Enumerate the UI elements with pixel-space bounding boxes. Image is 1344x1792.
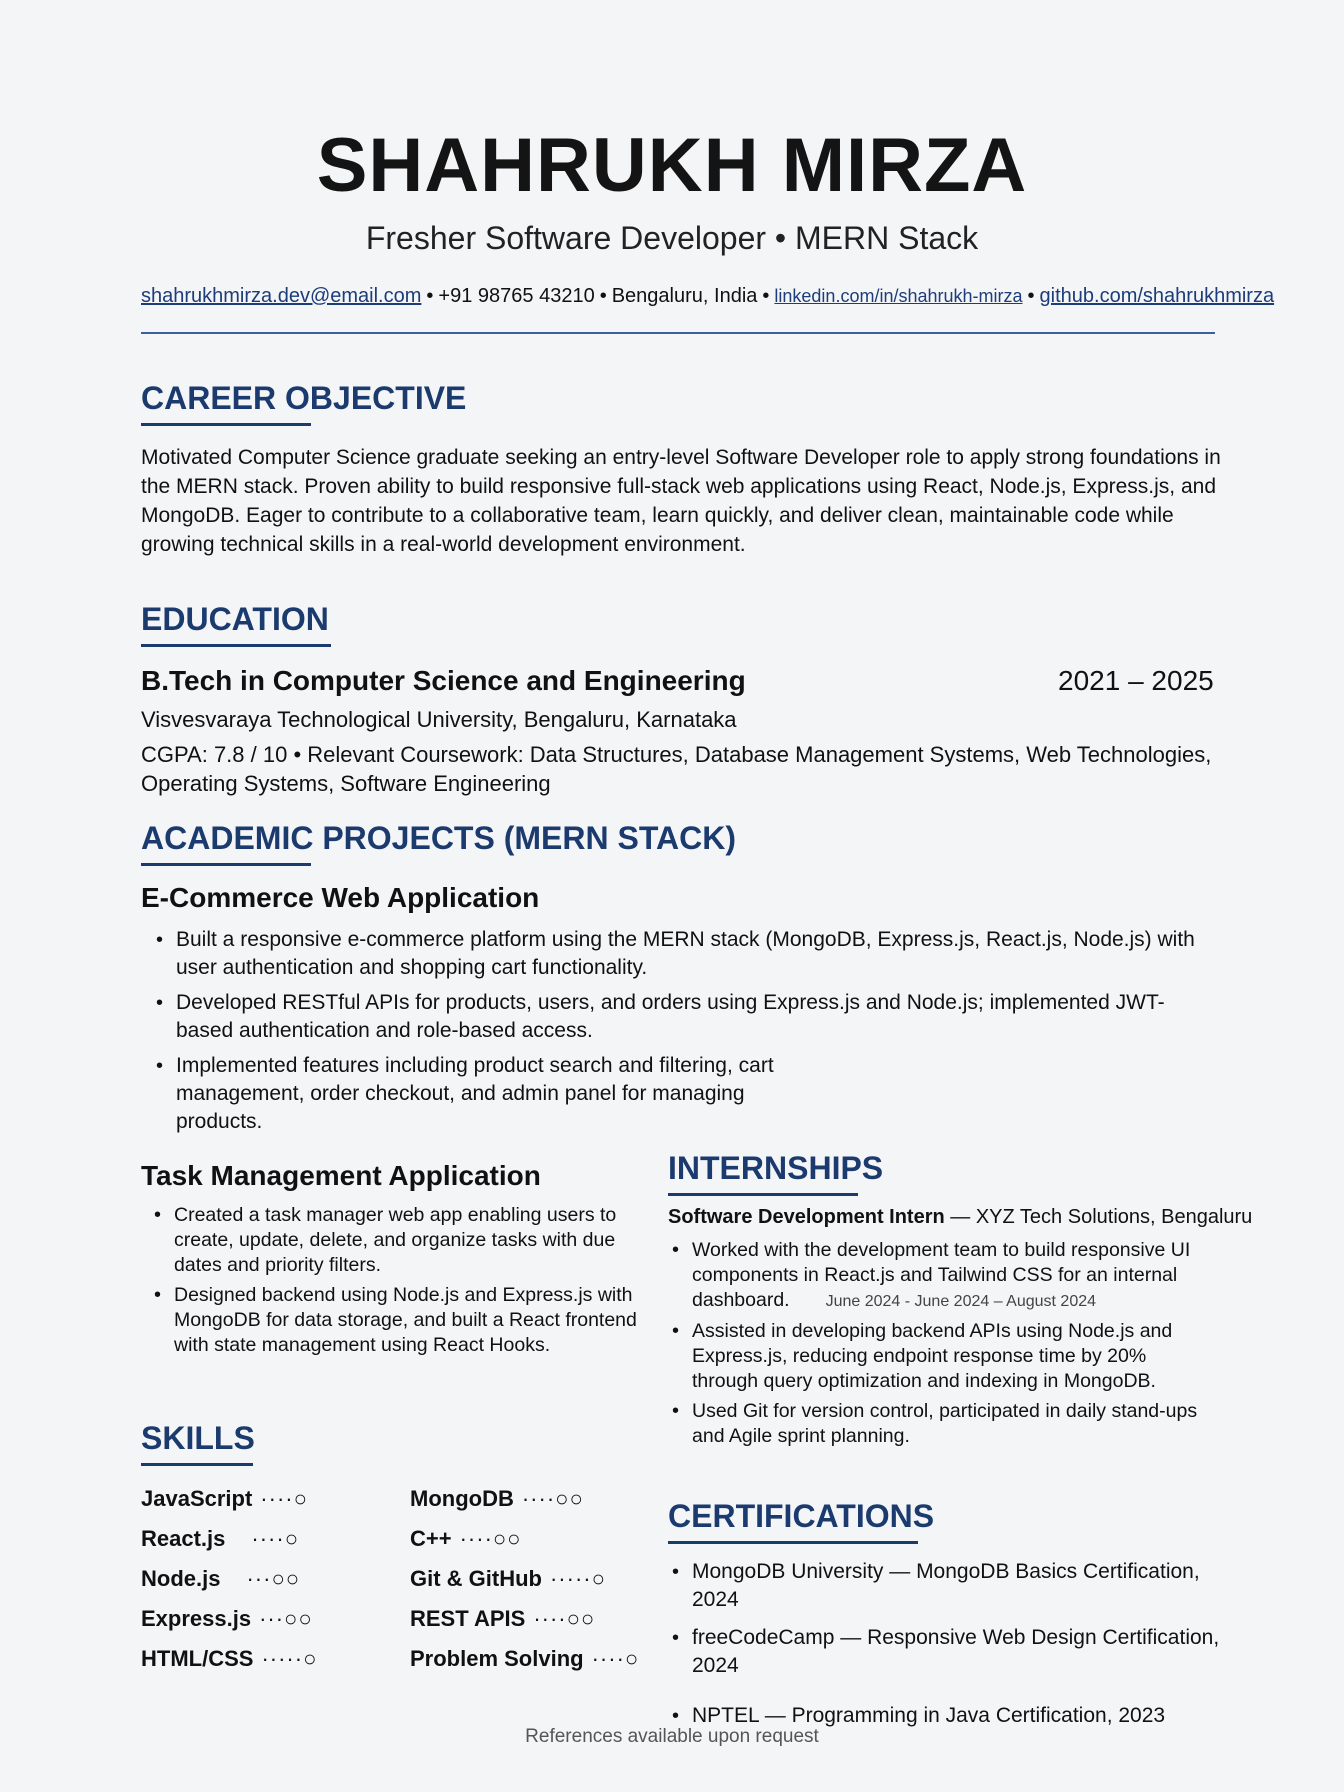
section-underline [141, 644, 331, 647]
section-title-text: CAREER OBJECTIVE [141, 380, 467, 416]
header-divider [141, 332, 1215, 334]
candidate-name: SHAHRUKH MIRZA [316, 123, 1028, 208]
internship-role [668, 1206, 1252, 1229]
section-title-objective [141, 380, 466, 426]
footer-note: References available upon request [525, 1726, 819, 1747]
internship-title: Software Development Intern [668, 1206, 945, 1228]
skill-item [141, 1606, 313, 1632]
list-item: • Created a task manager web app enabling users to create, update, delete, and organize tasks with due dates and priority filters. [150, 1203, 640, 1278]
section-title-text: SKILLS [141, 1420, 255, 1456]
skill-level: ····○ [260, 1486, 308, 1511]
list-item: • Built a responsive e-commerce platform using the MERN stack (MongoDB, Express.js, React.js, Node.js) with user authentication and shopping cart functionality. [152, 926, 1212, 982]
skill-level: ·····○ [261, 1646, 318, 1671]
internship-company: — XYZ Tech Solutions, Bengaluru [944, 1206, 1253, 1228]
skill-level: ·····○ [549, 1566, 606, 1591]
skill-level: ···○○ [259, 1606, 313, 1631]
skill-name: React.js [141, 1526, 226, 1551]
section-underline [141, 423, 311, 426]
skill-name: JavaScript [141, 1486, 253, 1511]
internship-dates: June 2024 - June 2024 – August 2024 [825, 1293, 1097, 1310]
skill-item [141, 1526, 299, 1552]
skill-item [410, 1566, 606, 1592]
location: Bengaluru, India [611, 285, 758, 307]
skill-level: ····○ [591, 1646, 640, 1671]
degree-years: 2021 – 2025 [1058, 665, 1214, 696]
github-link[interactable]: github.com/shahrukhmirza [1039, 285, 1275, 307]
section-title-education [141, 601, 331, 647]
university: Visvesvaraya Technological University, Bengaluru, Karnataka [141, 707, 737, 732]
education-details: CGPA: 7.8 / 10 • Relevant Coursework: Data Structures, Database Management Systems, Web Technologies, Operating Systems, Software Engineering [141, 742, 1212, 796]
skill-name: MongoDB [410, 1486, 514, 1511]
section-title-text: CERTIFICATIONS [668, 1498, 935, 1534]
project-title: Task Management Application [141, 1160, 541, 1191]
email-link[interactable]: shahrukhmirza.dev@email.com [141, 285, 422, 307]
skill-level: ····○○ [521, 1486, 584, 1511]
bullet-text: Worked with the development team to build responsive UI components in React.js and Tailwind CSS for an internal dashboard. [692, 1239, 1191, 1311]
skill-level: ···○○ [246, 1566, 301, 1591]
skill-name: Problem Solving [410, 1646, 584, 1671]
skill-item [410, 1526, 521, 1552]
skill-level: ····○ [251, 1526, 299, 1551]
skill-item [410, 1486, 584, 1512]
list-item: • Used Git for version control, participated in daily stand-ups and Agile sprint planning. [668, 1399, 1208, 1449]
linkedin-link[interactable]: linkedin.com/in/shahrukh-mirza [774, 286, 1023, 306]
section-title-internships [668, 1150, 883, 1196]
objective-text: Motivated Computer Science graduate seeking an entry-level Software Developer role to apply strong foundations in the MERN stack. Proven ability to build responsive full-stack web applications using React, Node.js, Express.js, and MongoDB. Eager to contribute to a collaborative team, learn quickly, and deliver clean, maintainable code while growing technical skills in a real-world development environment. [141, 446, 1221, 556]
skill-name: HTML/CSS [141, 1646, 254, 1671]
skill-name: REST APIS [410, 1606, 526, 1631]
section-underline [141, 1463, 253, 1466]
section-title-skills [141, 1420, 255, 1466]
skill-item [410, 1606, 595, 1632]
section-title-text: ACADEMIC PROJECTS (MERN STACK) [141, 820, 736, 856]
list-item [668, 1238, 1208, 1314]
phone-number: +91 98765 43210 [438, 285, 595, 307]
skill-name: Express.js [141, 1606, 252, 1631]
project-title: E-Commerce Web Application [141, 882, 540, 913]
skill-level: ····○○ [459, 1526, 522, 1551]
skill-item [410, 1646, 639, 1672]
list-item: • Developed RESTful APIs for products, users, and orders using Express.js and Node.js; implemented JWT-based authentication and role-based access. [152, 989, 1212, 1045]
project-bullets [150, 1203, 640, 1363]
skill-name: C++ [410, 1526, 452, 1551]
list-item: • MongoDB University — MongoDB Basics Certification, 2024 [668, 1558, 1228, 1614]
headline: Fresher Software Developer • MERN Stack [365, 220, 979, 256]
skill-item [141, 1566, 300, 1592]
contact-line: shahrukhmirza.dev@email.com • +91 98765 43210 • Bengaluru, India • linkedin.com/in/shahrukh-mirza • github.com/shahrukhmirza [141, 285, 1275, 307]
section-title-text: INTERNSHIPS [668, 1150, 884, 1186]
certification-list [668, 1558, 1228, 1737]
degree-title: B.Tech in Computer Science and Engineering [141, 665, 746, 696]
section-title-projects [141, 820, 736, 866]
section-underline [668, 1193, 858, 1196]
section-underline [668, 1541, 918, 1544]
list-item: • freeCodeCamp — Responsive Web Design Certification, 2024 [668, 1624, 1228, 1680]
skill-item [141, 1486, 308, 1512]
list-item: • Implemented features including product search and filtering, cart management, order checkout, and admin panel for managing products. [152, 1052, 836, 1136]
list-item: • Designed backend using Node.js and Express.js with MongoDB for data storage, and built a React frontend with state management using React Hooks. [150, 1283, 640, 1358]
list-item: • NPTEL — Programming in Java Certification, 2023 [668, 1702, 1228, 1730]
internship-bullets [668, 1238, 1208, 1454]
list-item: • Assisted in developing backend APIs using Node.js and Express.js, reducing endpoint response time by 20% through query optimization and indexing in MongoDB. [668, 1319, 1208, 1394]
skill-name: Node.js [141, 1566, 221, 1591]
skill-item [141, 1646, 317, 1672]
section-underline [141, 863, 311, 866]
skill-name: Git & GitHub [410, 1566, 542, 1591]
skill-level: ····○○ [533, 1606, 596, 1631]
section-title-text: EDUCATION [141, 601, 329, 637]
project-bullets [152, 926, 1212, 1143]
section-title-certifications [668, 1498, 934, 1544]
